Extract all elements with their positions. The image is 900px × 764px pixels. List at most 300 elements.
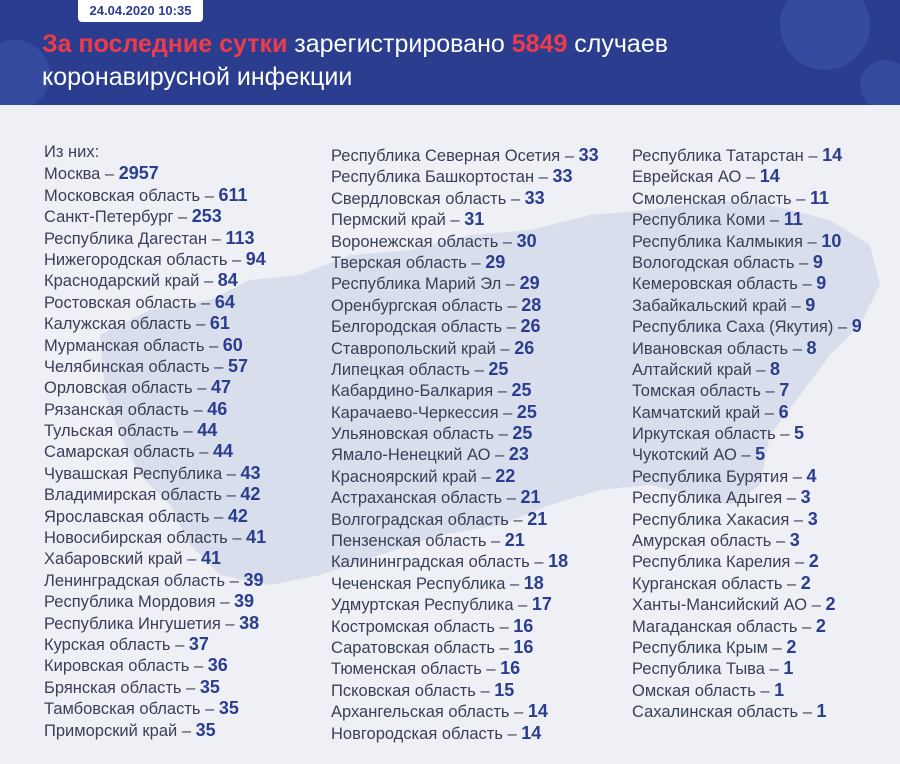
dash-separator: – bbox=[188, 400, 208, 419]
region-row bbox=[632, 466, 862, 487]
case-count: 2 bbox=[800, 572, 811, 593]
region-row bbox=[632, 359, 862, 380]
region-row bbox=[331, 423, 599, 444]
region-name: Ивановская область bbox=[632, 339, 789, 358]
dash-separator: – bbox=[493, 382, 512, 401]
case-count: 22 bbox=[495, 465, 516, 486]
region-row bbox=[632, 295, 862, 316]
date-tab bbox=[78, 0, 203, 22]
region-name: Липецкая область bbox=[331, 360, 470, 379]
case-count: 33 bbox=[578, 145, 599, 165]
region-row bbox=[44, 698, 266, 719]
region-name: Сахалинская область bbox=[632, 703, 799, 722]
case-count: 47 bbox=[211, 377, 232, 398]
virus-decoration bbox=[860, 60, 900, 105]
region-row bbox=[44, 506, 266, 527]
dash-separator: – bbox=[788, 467, 807, 486]
case-count: 64 bbox=[214, 291, 235, 312]
dash-separator: – bbox=[222, 464, 241, 483]
region-name: Белгородская область bbox=[331, 318, 503, 337]
region-name: Республика Бурятия bbox=[632, 467, 789, 486]
region-row bbox=[632, 616, 862, 637]
region-name: Удмуртская Республика bbox=[331, 596, 514, 615]
region-name: Республика Тыва bbox=[632, 660, 765, 679]
case-count: 35 bbox=[199, 676, 220, 697]
region-name: Амурская область bbox=[632, 532, 772, 551]
dash-separator: – bbox=[736, 446, 756, 465]
region-row bbox=[632, 594, 862, 615]
case-count: 8 bbox=[806, 337, 817, 358]
region-row bbox=[632, 701, 862, 722]
region-row bbox=[331, 273, 599, 294]
region-name: Владимирская область bbox=[44, 486, 223, 505]
region-row bbox=[44, 206, 266, 227]
region-name: Красноярский край bbox=[331, 467, 477, 486]
dash-separator: – bbox=[509, 703, 528, 722]
dash-separator: – bbox=[173, 208, 192, 227]
region-row bbox=[44, 313, 266, 334]
region-name: Магаданская область bbox=[632, 617, 798, 636]
case-count: 3 bbox=[807, 508, 818, 529]
region-name: Пермский край bbox=[331, 211, 446, 230]
region-name: Курская область bbox=[44, 635, 171, 654]
case-count: 33 bbox=[524, 187, 545, 208]
dash-separator: – bbox=[498, 403, 517, 422]
region-row bbox=[44, 441, 266, 462]
region-row bbox=[632, 637, 862, 658]
case-count: 21 bbox=[527, 508, 548, 529]
region-row bbox=[632, 573, 862, 594]
region-name: Ленинградская область bbox=[44, 571, 226, 590]
region-name: Томская область bbox=[632, 382, 761, 401]
case-count: 25 bbox=[516, 401, 537, 422]
region-name: Республика Саха (Якутия) bbox=[632, 318, 834, 337]
case-count: 28 bbox=[521, 294, 542, 315]
dash-separator: – bbox=[215, 593, 234, 612]
region-name: Московская область bbox=[44, 186, 201, 205]
case-count: 2 bbox=[786, 636, 797, 657]
region-row bbox=[632, 231, 862, 252]
region-row bbox=[632, 402, 862, 423]
region-row bbox=[331, 594, 599, 615]
dash-separator: – bbox=[227, 250, 246, 269]
region-name: Карачаево-Черкессия bbox=[331, 403, 499, 422]
region-row bbox=[331, 466, 599, 487]
column-1 bbox=[44, 142, 266, 741]
region-row bbox=[44, 527, 266, 548]
dash-separator: – bbox=[498, 232, 517, 251]
case-count: 21 bbox=[520, 487, 541, 508]
region-name: Новосибирская область bbox=[44, 529, 228, 548]
region-name: Тюменская область bbox=[331, 660, 482, 679]
region-name: Республика Коми bbox=[632, 211, 766, 230]
region-row bbox=[632, 551, 862, 572]
case-count: 5 bbox=[755, 444, 766, 465]
region-name: Республика Крым bbox=[632, 638, 768, 657]
region-row bbox=[331, 316, 599, 337]
case-count: 17 bbox=[531, 594, 552, 615]
case-count: 9 bbox=[851, 316, 862, 337]
column-2 bbox=[331, 145, 599, 744]
case-count: 5 bbox=[794, 423, 805, 444]
dash-separator: – bbox=[760, 382, 780, 401]
case-count: 14 bbox=[527, 701, 548, 722]
dash-separator: – bbox=[506, 189, 525, 208]
region-row bbox=[44, 591, 266, 612]
dash-separator: – bbox=[782, 574, 801, 593]
case-count: 1 bbox=[816, 701, 827, 722]
region-name: Костромская область bbox=[331, 617, 495, 636]
case-count: 16 bbox=[513, 615, 534, 636]
dash-separator: – bbox=[494, 617, 514, 636]
region-name: Псковская область bbox=[331, 681, 476, 700]
case-count: 35 bbox=[218, 698, 239, 719]
region-row bbox=[44, 720, 266, 741]
dash-separator: – bbox=[200, 186, 219, 205]
region-row bbox=[44, 420, 266, 441]
region-name: Ямало-Ненецкий АО bbox=[331, 446, 491, 465]
region-name: Архангельская область bbox=[331, 703, 510, 722]
region-row bbox=[44, 356, 266, 377]
dash-separator: – bbox=[760, 403, 779, 422]
region-row bbox=[632, 423, 862, 444]
region-row bbox=[331, 209, 599, 230]
case-count: 2 bbox=[808, 551, 819, 572]
dash-separator: – bbox=[445, 211, 465, 230]
region-name: Республика Карелия bbox=[632, 553, 791, 572]
dash-separator: – bbox=[513, 596, 532, 615]
region-row bbox=[44, 185, 266, 206]
dash-separator: – bbox=[803, 147, 823, 165]
case-count: 611 bbox=[218, 184, 248, 205]
region-row bbox=[331, 573, 599, 594]
region-name: Республика Марий Эл bbox=[331, 275, 502, 294]
case-count: 1 bbox=[774, 679, 785, 700]
case-count: 29 bbox=[485, 251, 506, 272]
region-row bbox=[632, 658, 862, 679]
region-row bbox=[44, 399, 266, 420]
region-name: Брянская область bbox=[44, 678, 182, 697]
headline-mid: зарегистрировано bbox=[287, 30, 512, 58]
region-name: Чукотский АО bbox=[632, 446, 737, 465]
date-label: 24.04.2020 10:35 bbox=[89, 3, 192, 18]
dash-separator: – bbox=[466, 253, 486, 272]
region-name: Новгородская область bbox=[331, 724, 503, 743]
region-row bbox=[331, 637, 599, 658]
case-count: 4 bbox=[806, 465, 817, 486]
case-count: 36 bbox=[207, 655, 228, 676]
dash-separator: – bbox=[765, 211, 784, 230]
region-row bbox=[331, 616, 599, 637]
case-count: 84 bbox=[217, 270, 238, 291]
case-count: 25 bbox=[512, 423, 533, 444]
region-row bbox=[44, 570, 266, 591]
region-row bbox=[331, 723, 599, 744]
region-name: Нижегородская область bbox=[44, 250, 228, 269]
region-name: Республика Дагестан bbox=[44, 229, 208, 248]
dash-separator: – bbox=[764, 660, 784, 679]
dash-separator: – bbox=[220, 614, 240, 633]
region-row bbox=[331, 402, 599, 423]
region-name: Пензенская область bbox=[331, 532, 487, 551]
dash-separator: – bbox=[225, 571, 244, 590]
dash-separator: – bbox=[789, 510, 808, 529]
region-name: Краснодарский край bbox=[44, 272, 200, 291]
dash-separator: – bbox=[741, 168, 760, 187]
case-count: 113 bbox=[225, 227, 255, 248]
region-name: Республика Хакасия bbox=[632, 510, 790, 529]
dash-separator: – bbox=[502, 724, 522, 743]
region-name: Челябинская область bbox=[44, 357, 210, 376]
region-name: Кабардино-Балкария bbox=[331, 382, 494, 401]
region-name: Еврейская АО bbox=[632, 168, 742, 187]
case-count: 9 bbox=[805, 294, 816, 315]
region-name: Тамбовская область bbox=[44, 700, 201, 719]
region-name: Республика Адыгея bbox=[632, 489, 783, 508]
dash-separator: – bbox=[775, 425, 795, 444]
dash-separator: – bbox=[192, 379, 211, 398]
case-count: 11 bbox=[783, 209, 803, 230]
region-name: Саратовская область bbox=[331, 638, 496, 657]
case-count: 14 bbox=[759, 166, 780, 187]
dash-separator: – bbox=[494, 425, 513, 444]
region-name: Калужская область bbox=[44, 315, 192, 334]
case-count: 26 bbox=[514, 337, 535, 358]
region-row bbox=[331, 509, 599, 530]
region-name: Волгоградская область bbox=[331, 510, 509, 529]
region-row bbox=[632, 680, 862, 701]
headline-end: случаев коронавирусной инфекции bbox=[42, 30, 669, 91]
case-count: 30 bbox=[516, 230, 537, 251]
region-row bbox=[331, 680, 599, 701]
region-row bbox=[632, 188, 862, 209]
region-row bbox=[331, 145, 599, 166]
dash-separator: – bbox=[207, 229, 226, 248]
region-row bbox=[632, 209, 862, 230]
region-name: Омская область bbox=[632, 681, 756, 700]
case-count: 33 bbox=[552, 166, 573, 187]
case-count: 41 bbox=[201, 548, 222, 569]
case-count: 31 bbox=[464, 209, 485, 230]
region-row bbox=[632, 380, 862, 401]
dash-separator: – bbox=[502, 318, 521, 337]
region-name: Хабаровский край bbox=[44, 550, 183, 569]
region-name: Забайкальский край bbox=[632, 296, 787, 315]
region-row bbox=[632, 145, 862, 166]
region-row bbox=[632, 338, 862, 359]
headline-number: 5849 bbox=[511, 30, 568, 58]
case-count: 1 bbox=[783, 658, 794, 679]
dash-separator: – bbox=[170, 635, 189, 654]
region-name: Ростовская область bbox=[44, 293, 197, 312]
case-count: 38 bbox=[239, 612, 260, 633]
dash-separator: – bbox=[191, 315, 210, 334]
region-name: Самарская область bbox=[44, 443, 195, 462]
case-count: 15 bbox=[494, 679, 515, 700]
dash-separator: – bbox=[495, 339, 515, 358]
region-name: Воронежская область bbox=[331, 232, 499, 251]
dash-separator: – bbox=[501, 275, 520, 294]
case-count: 26 bbox=[520, 316, 541, 337]
intro-label: Из них: bbox=[44, 143, 100, 161]
case-count: 25 bbox=[488, 358, 509, 379]
dash-separator: – bbox=[794, 253, 813, 272]
region-name: Оренбургская область bbox=[331, 296, 503, 315]
region-row bbox=[44, 484, 266, 505]
region-row bbox=[632, 530, 862, 551]
dash-separator: – bbox=[802, 232, 822, 251]
dash-separator: – bbox=[534, 168, 553, 187]
region-row bbox=[44, 613, 266, 634]
dash-separator: – bbox=[199, 272, 218, 291]
case-count: 61 bbox=[209, 313, 230, 334]
region-row bbox=[331, 444, 599, 465]
dash-separator: – bbox=[508, 510, 528, 529]
case-count: 18 bbox=[523, 572, 544, 593]
case-count: 42 bbox=[227, 505, 248, 526]
region-row bbox=[632, 444, 862, 465]
case-count: 23 bbox=[508, 444, 529, 465]
case-count: 42 bbox=[240, 484, 261, 505]
dash-separator: – bbox=[189, 657, 208, 676]
dash-separator: – bbox=[469, 360, 489, 379]
case-count: 11 bbox=[809, 187, 830, 208]
case-count: 44 bbox=[197, 420, 218, 441]
region-name: Кировская область bbox=[44, 657, 190, 676]
region-row bbox=[44, 634, 266, 655]
dash-separator: – bbox=[788, 339, 807, 358]
region-name: Курганская область bbox=[632, 574, 783, 593]
dash-separator: – bbox=[196, 293, 215, 312]
dash-separator: – bbox=[182, 550, 201, 569]
case-count: 16 bbox=[500, 658, 521, 679]
case-count: 253 bbox=[191, 206, 222, 227]
region-row bbox=[44, 292, 266, 313]
dash-separator: – bbox=[782, 489, 801, 508]
dash-separator: – bbox=[790, 553, 809, 572]
dash-separator: – bbox=[791, 189, 810, 208]
region-row bbox=[44, 548, 266, 569]
region-row bbox=[44, 335, 266, 356]
dash-separator: – bbox=[100, 165, 119, 184]
dash-separator: – bbox=[227, 529, 247, 548]
region-name: Ярославская область bbox=[44, 507, 210, 526]
region-name: Республика Татарстан bbox=[632, 147, 804, 165]
case-count: 18 bbox=[548, 551, 569, 572]
case-count: 16 bbox=[513, 636, 534, 657]
region-row bbox=[44, 163, 266, 184]
case-count: 2957 bbox=[118, 163, 159, 184]
dash-separator: – bbox=[204, 336, 223, 355]
region-row bbox=[331, 551, 599, 572]
dash-separator: – bbox=[560, 147, 579, 165]
region-name: Республика Мордовия bbox=[44, 593, 216, 612]
region-row bbox=[632, 509, 862, 530]
region-name: Москва bbox=[44, 165, 101, 184]
region-name: Чеченская Республика bbox=[331, 574, 506, 593]
region-row bbox=[331, 295, 599, 316]
region-row bbox=[331, 658, 599, 679]
region-name: Приморский край bbox=[44, 721, 178, 740]
dash-separator: – bbox=[222, 486, 241, 505]
region-name: Орловская область bbox=[44, 379, 193, 398]
dash-separator: – bbox=[767, 638, 787, 657]
region-name: Смоленская область bbox=[632, 189, 792, 208]
dash-separator: – bbox=[476, 467, 496, 486]
region-row bbox=[331, 530, 599, 551]
region-row bbox=[632, 252, 862, 273]
header-banner bbox=[0, 0, 900, 105]
region-name: Ульяновская область bbox=[331, 425, 495, 444]
region-name: Санкт-Петербург bbox=[44, 208, 174, 227]
region-name: Вологодская область bbox=[632, 253, 795, 272]
case-count: 43 bbox=[240, 462, 261, 483]
dash-separator: – bbox=[194, 443, 213, 462]
region-name: Ставропольский край bbox=[331, 339, 496, 358]
region-row bbox=[632, 487, 862, 508]
case-count: 14 bbox=[521, 722, 542, 743]
region-row bbox=[331, 487, 599, 508]
region-row bbox=[331, 188, 599, 209]
region-name: Чувашская Республика bbox=[44, 464, 223, 483]
region-name: Камчатский край bbox=[632, 403, 761, 422]
dash-separator: – bbox=[178, 422, 198, 441]
case-count: 37 bbox=[188, 633, 209, 654]
case-count: 8 bbox=[770, 358, 781, 379]
dash-separator: – bbox=[209, 507, 228, 526]
dash-separator: – bbox=[200, 700, 219, 719]
region-name: Ханты-Мансийский АО bbox=[632, 596, 808, 615]
region-name: Тверская область bbox=[331, 253, 467, 272]
region-row bbox=[632, 316, 862, 337]
case-count: 44 bbox=[212, 441, 233, 462]
case-count: 57 bbox=[227, 355, 248, 376]
case-count: 60 bbox=[222, 334, 243, 355]
dash-separator: – bbox=[181, 678, 200, 697]
region-name: Кемеровская область bbox=[632, 275, 798, 294]
region-name: Иркутская область bbox=[632, 425, 776, 444]
dash-separator: – bbox=[771, 532, 790, 551]
case-count: 21 bbox=[504, 530, 525, 551]
dash-separator: – bbox=[481, 660, 501, 679]
dash-separator: – bbox=[495, 638, 514, 657]
case-count: 94 bbox=[245, 248, 266, 269]
dash-separator: – bbox=[807, 596, 826, 615]
case-count: 6 bbox=[778, 401, 789, 422]
case-count: 9 bbox=[812, 251, 823, 272]
region-name: Мурманская область bbox=[44, 336, 205, 355]
region-row bbox=[44, 249, 266, 270]
region-row bbox=[331, 380, 599, 401]
region-name: Республика Ингушетия bbox=[44, 614, 221, 633]
case-count: 14 bbox=[822, 145, 843, 165]
dash-separator: – bbox=[755, 681, 775, 700]
case-count: 3 bbox=[789, 530, 800, 551]
region-row bbox=[44, 228, 266, 249]
dash-separator: – bbox=[797, 617, 816, 636]
dash-separator: – bbox=[490, 446, 509, 465]
region-name: Калининградская область bbox=[331, 553, 530, 572]
region-row bbox=[44, 655, 266, 676]
region-row bbox=[331, 252, 599, 273]
dash-separator: – bbox=[209, 357, 228, 376]
headline bbox=[42, 28, 862, 94]
case-count: 39 bbox=[243, 569, 264, 590]
dash-separator: – bbox=[529, 553, 549, 572]
region-row bbox=[331, 359, 599, 380]
region-row bbox=[44, 377, 266, 398]
region-row bbox=[331, 166, 599, 187]
